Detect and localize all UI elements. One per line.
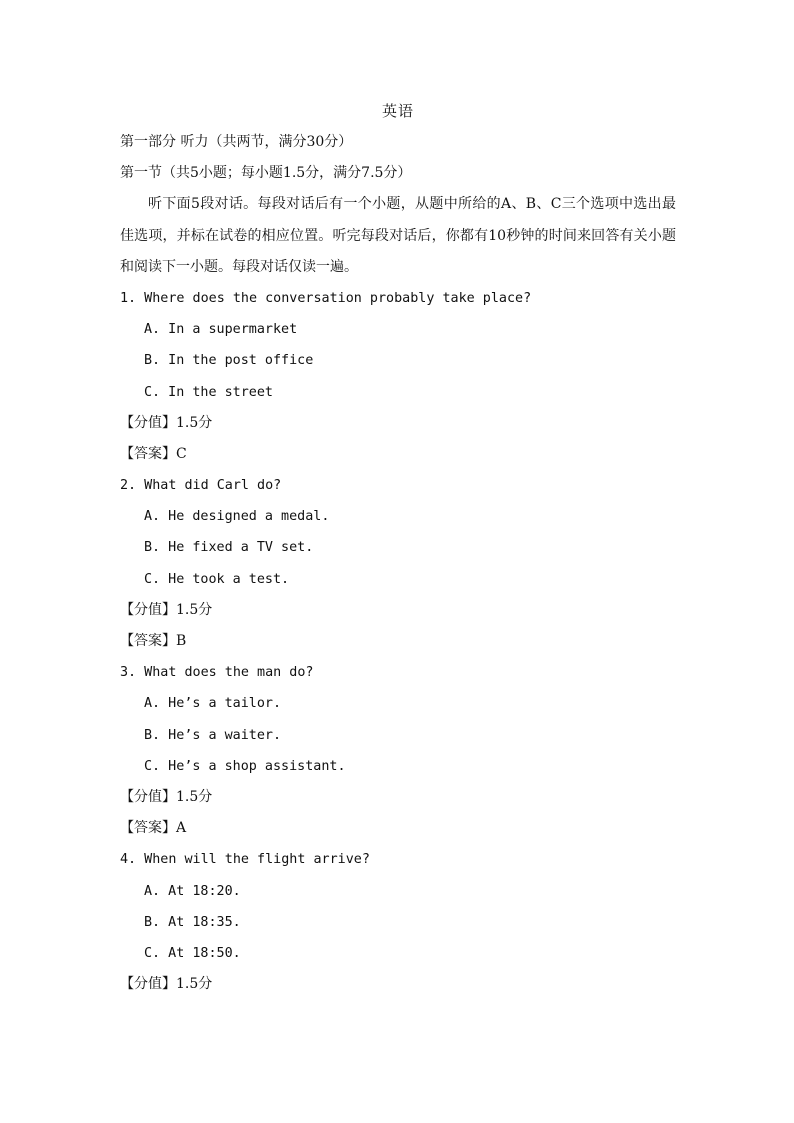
document-title: 英语: [381, 102, 414, 120]
score-value: 1.5分: [176, 601, 213, 618]
option-b: B. In the post office: [144, 353, 314, 369]
score-line: [120, 969, 676, 1000]
option-c: C. He’s a shop assistant.: [144, 758, 346, 774]
option-b: B. At 18:35.: [144, 914, 241, 930]
option-a: A. At 18:20.: [144, 883, 241, 899]
document-page: [120, 96, 676, 1000]
answer-value: B: [176, 633, 187, 650]
option-c: C. At 18:50.: [144, 945, 241, 961]
option-a: A. He designed a medal.: [144, 509, 330, 525]
score-label: 【分值】: [120, 414, 176, 431]
score-line: [120, 408, 676, 439]
answer-value: A: [176, 820, 187, 837]
score-value: 1.5分: [176, 788, 213, 805]
score-value: 1.5分: [176, 414, 213, 431]
question-4: [120, 844, 676, 1000]
option-b: B. He’s a waiter.: [144, 727, 282, 743]
option-b: B. He fixed a TV set.: [144, 540, 314, 556]
instructions-paragraph: 听下面5段对话。每段对话后有一个小题，从题中所给的A、B、C三个选项中选出最佳选项，并标在试卷的相应位置。听完每段对话后，你都有10秒钟的时间来回答有关小题和阅读下一小题。每段对话仅读一遍。: [120, 196, 676, 275]
score-label: 【分值】: [120, 601, 176, 618]
question-stem: 4. When will the flight arrive?: [120, 852, 370, 868]
question-stem: 2. What did Carl do?: [120, 478, 282, 494]
question-2: [120, 470, 676, 657]
score-line: [120, 782, 676, 813]
answer-line: [120, 439, 676, 470]
option-c: C. In the street: [144, 384, 273, 400]
option-c: C. He took a test.: [144, 571, 290, 587]
option-a: A. In a supermarket: [144, 322, 298, 338]
answer-label: 【答案】: [120, 633, 176, 650]
score-label: 【分值】: [120, 788, 176, 805]
score-label: 【分值】: [120, 976, 176, 993]
answer-label: 【答案】: [120, 820, 176, 837]
question-1: [120, 283, 676, 470]
answer-label: 【答案】: [120, 445, 176, 462]
part-heading: 第一部分 听力（共两节，满分30分）: [120, 134, 353, 150]
score-value: 1.5分: [176, 976, 213, 993]
section-heading: 第一节（共5小题；每小题1.5分，满分7.5分）: [120, 165, 412, 182]
question-stem: 1. Where does the conversation probably take place?: [120, 290, 532, 306]
score-line: [120, 595, 676, 626]
answer-value: C: [176, 445, 187, 462]
answer-line: [120, 626, 676, 657]
question-stem: 3. What does the man do?: [120, 665, 314, 681]
question-3: [120, 657, 676, 844]
answer-line: [120, 813, 676, 844]
option-a: A. He’s a tailor.: [144, 696, 282, 712]
